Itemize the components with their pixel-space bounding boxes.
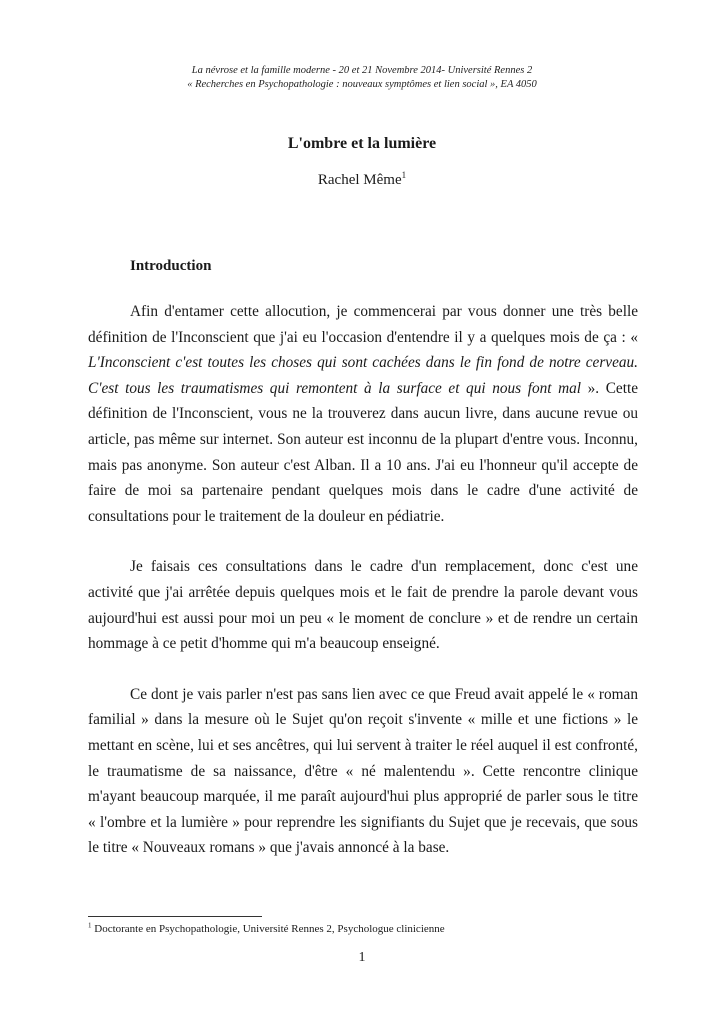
paragraph-1 [88, 299, 638, 529]
paragraph-1-intro: Afin d'entamer cette allocution, je commencerai par vous donner une très belle définition de l'Inconscient que j'ai eu l'occasion d'entendre il y a quelques mois de ça : « [88, 303, 638, 346]
paragraph-1-quote: L'Inconscient c'est toutes les choses qui sont cachées dans le fin fond de notre cerveau. C'est tous les traumatismes qui remontent à la surface et qui nous font mal [88, 354, 638, 397]
footnote-number: 1 [88, 921, 92, 930]
section-heading: Introduction [130, 258, 212, 274]
paragraph-2: Je faisais ces consultations dans le cadre d'un remplacement, donc c'est une activité que j'ai arrêtée depuis quelques mois et le fait de prendre la parole devant vous aujourd'hui est aussi pour moi un peu « le moment de conclure » et de rendre un certain hommage à ce petit d'homme qui m'a beaucoup enseigné. [88, 558, 638, 653]
footnote-marker[interactable]: 1 [401, 170, 407, 180]
page-number: 1 [358, 950, 366, 965]
paragraph-1-rest: ». Cette définition de l'Inconscient, vous ne la trouverez dans aucun livre, dans aucune revue ou article, pas même sur internet. Son auteur est inconnu de la plupart d'entre vous. Inconnu, mais pas anonyme. Son auteur c'est Alban. Il a 10 ans. J'ai eu l'honneur qu'il accepte de faire de moi sa partenaire pendant quelques mois dans le cadre d'une activité de consultations pour le traitement de la douleur en pédiatrie. [88, 379, 639, 525]
page-title: L'ombre et la lumière [287, 135, 437, 152]
author-line [0, 172, 724, 189]
footnote-text: Doctorante en Psychopathologie, Université Rennes 2, Psychologue clinicienne [91, 923, 445, 935]
header-line-2: « Recherches en Psychopathologie : nouveaux symptômes et lien social », EA 4050 [187, 79, 537, 90]
footnote-divider [88, 916, 262, 917]
author-name: Rachel Même [317, 172, 402, 188]
header-line-1: La névrose et la famille moderne - 20 et 21 Novembre 2014- Université Rennes 2 [191, 65, 533, 76]
running-header [0, 64, 724, 92]
footnote [88, 922, 445, 936]
body-text [88, 299, 638, 886]
paragraph-3: Ce dont je vais parler n'est pas sans lien avec ce que Freud avait appelé le « roman familial » dans la mesure où le Sujet qu'on reçoit s'invente « mille et une fictions » le mettant en scène, lui et ses ancêtres, qui lui servent à traiter le réel auquel il est confronté, le traumatisme de sa naissance, d'être « né malentendu ». Cette rencontre clinique m'ayant beaucoup marquée, il me paraît aujourd'hui plus approprié de parler sous le titre « l'ombre et la lumière » pour reprendre les signifiants du Sujet que je recevais, que sous le titre « Nouveaux romans » que j'avais annoncé à la base. [88, 685, 638, 857]
